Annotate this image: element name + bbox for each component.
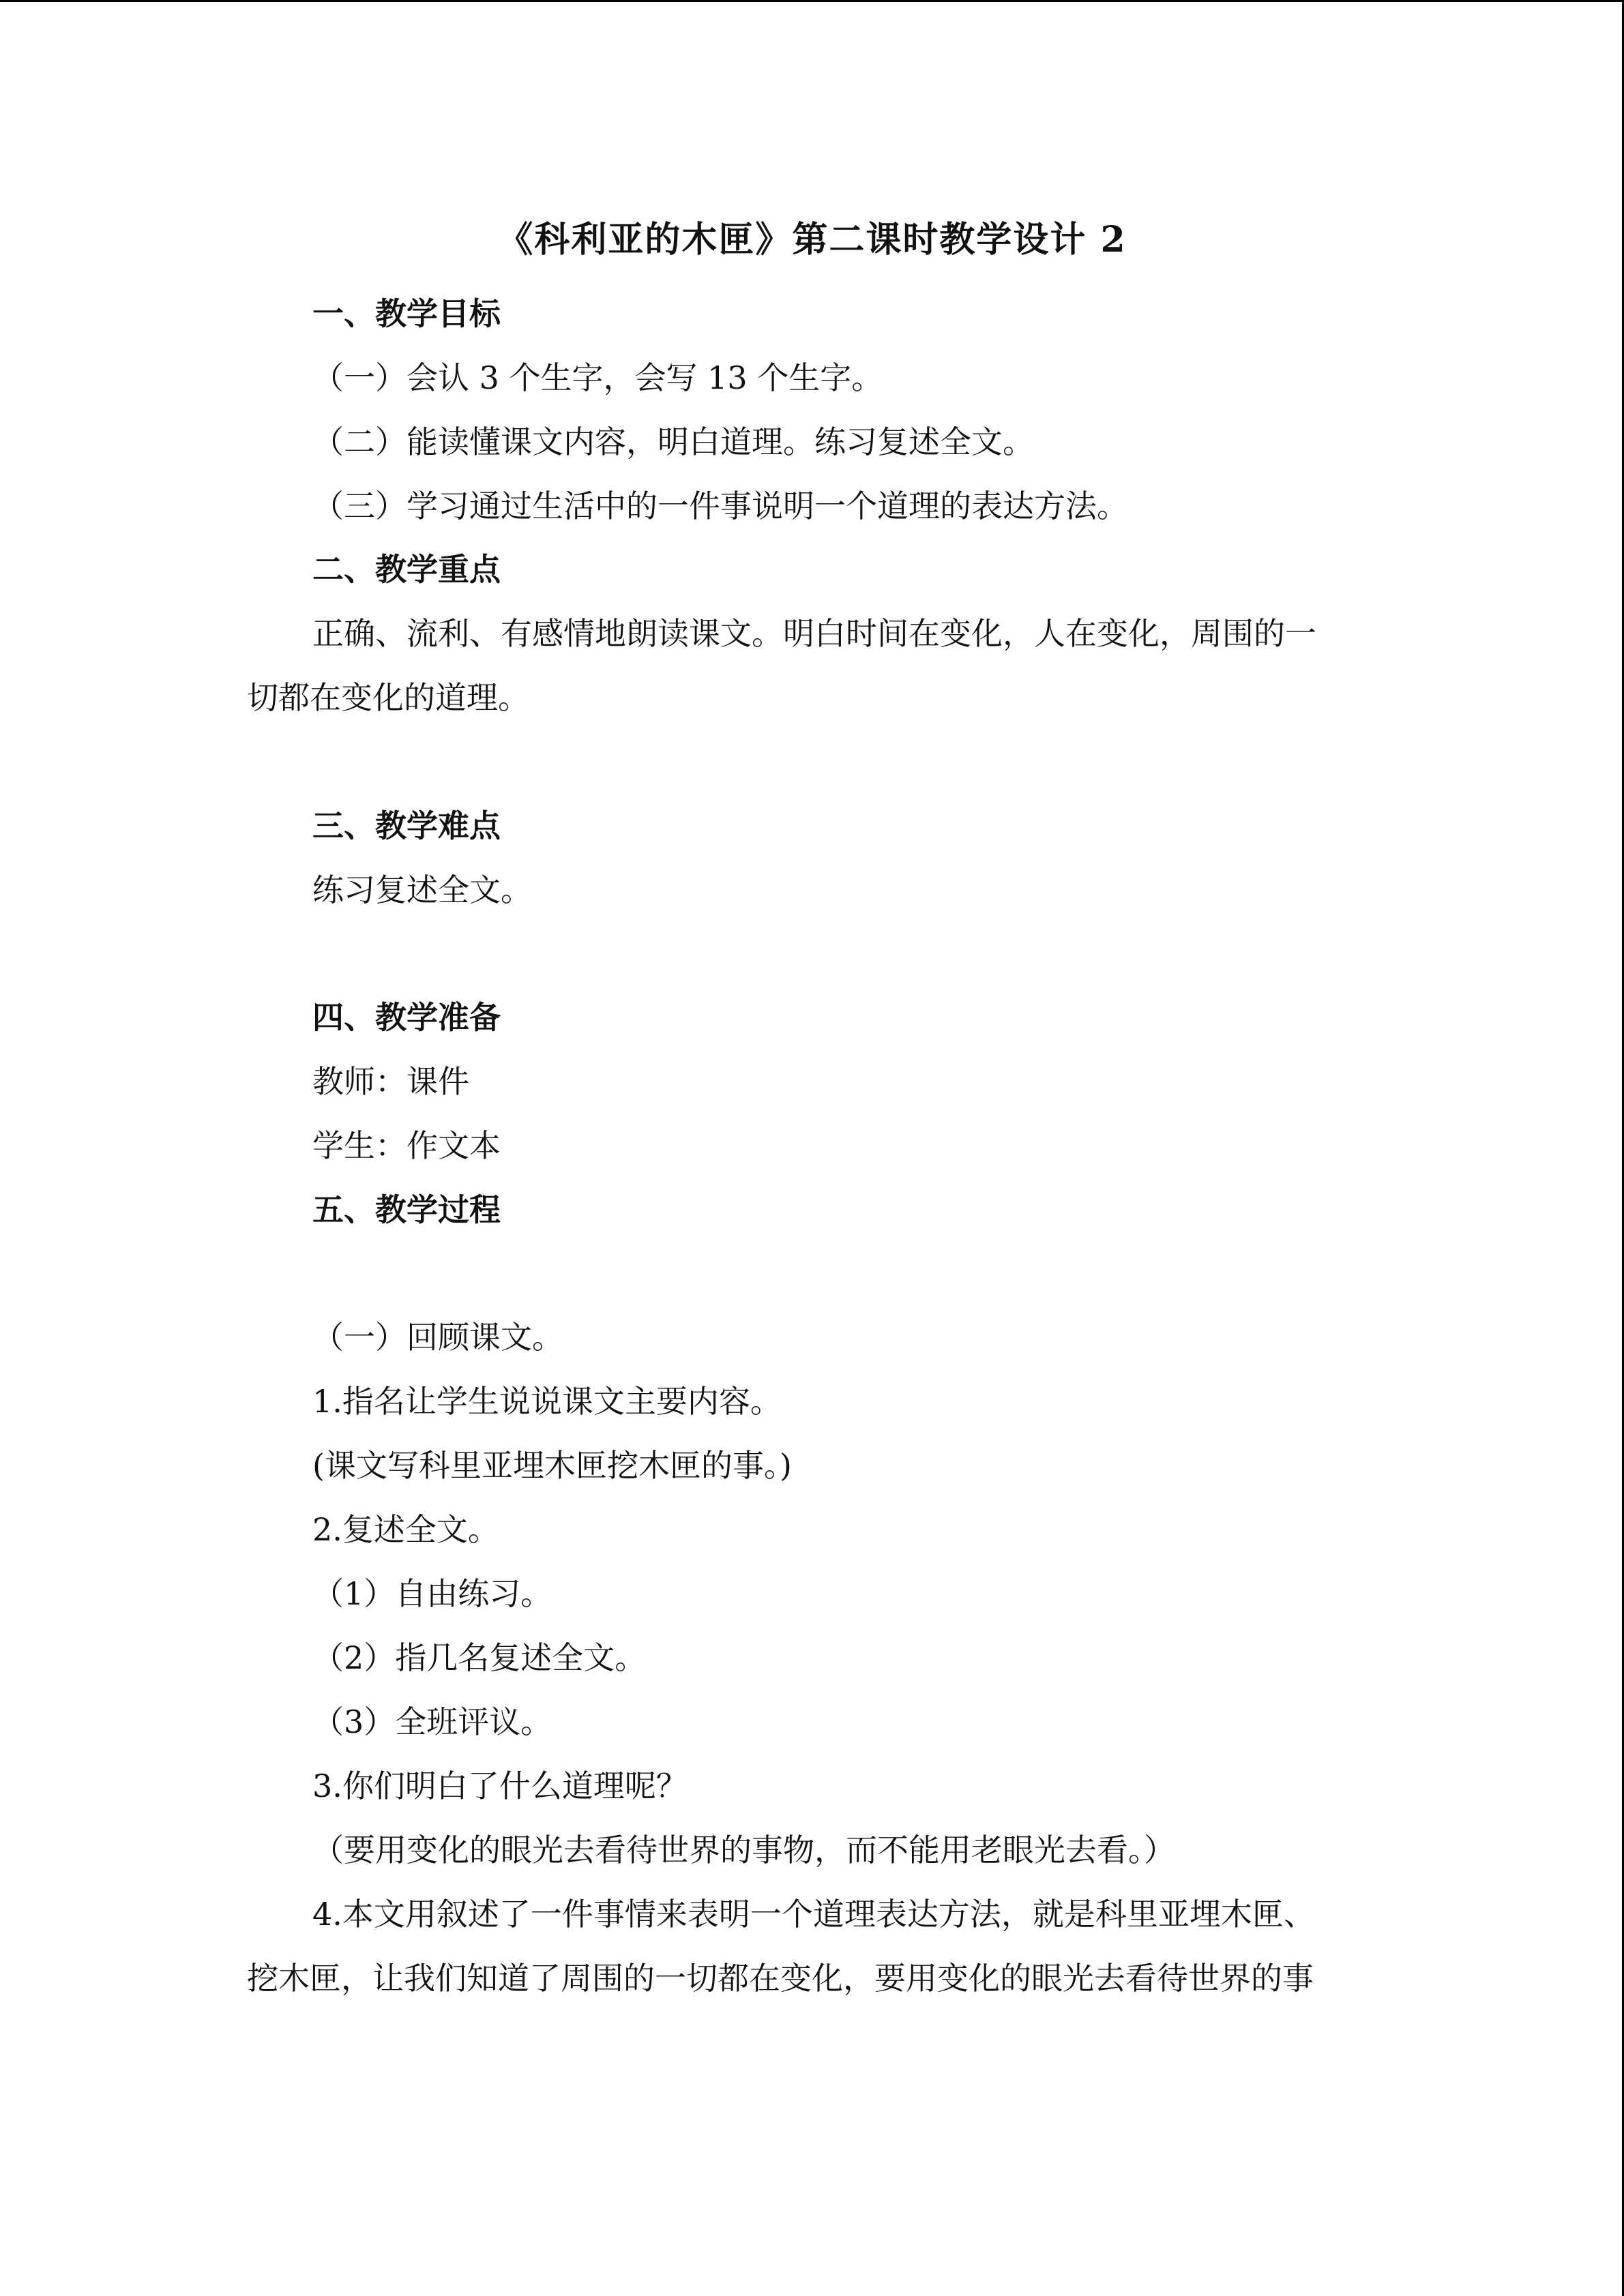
step-2: 2.复述全文。 xyxy=(312,1511,499,1548)
review-heading: （一）回顾课文。 xyxy=(312,1319,563,1356)
top-border xyxy=(0,0,1624,2)
step-4-line-2: 挖木匣，让我们知道了周围的一切都在变化，要用变化的眼光去看待世界的事 xyxy=(247,1960,1314,1997)
step-4-line-1: 4.本文用叙述了一件事情来表明一个道理表达方法，就是科里亚埋木匣、 xyxy=(312,1896,1315,1933)
goal-1: （一）会认 3 个生字，会写 13 个生字。 xyxy=(312,359,883,396)
section-heading-preparation: 四、教学准备 xyxy=(312,999,501,1036)
step-1-answer: (课文写科里亚埋木匣挖木匣的事。) xyxy=(312,1447,792,1484)
step-2b: （2）指几名复述全文。 xyxy=(312,1639,647,1676)
section-heading-goals: 一、教学目标 xyxy=(312,295,501,332)
step-2a: （1）自由练习。 xyxy=(312,1575,552,1612)
section-heading-key-points: 二、教学重点 xyxy=(312,551,501,588)
section-heading-difficulty: 三、教学难点 xyxy=(312,807,501,844)
key-point-line-1: 正确、流利、有感情地朗读课文。明白时间在变化，人在变化，周围的一 xyxy=(312,615,1316,652)
key-point-line-2: 切都在变化的道理。 xyxy=(247,679,529,716)
difficulty-text: 练习复述全文。 xyxy=(312,871,532,908)
goal-2: （二）能读懂课文内容，明白道理。练习复述全文。 xyxy=(312,423,1034,460)
step-1: 1.指名让学生说说课文主要内容。 xyxy=(312,1383,782,1420)
step-3: 3.你们明白了什么道理呢？ xyxy=(312,1768,688,1804)
prep-student: 学生：作文本 xyxy=(312,1127,501,1164)
prep-teacher: 教师：课件 xyxy=(312,1063,469,1100)
step-3-answer: （要用变化的眼光去看待世界的事物，而不能用老眼光去看。） xyxy=(312,1832,1175,1868)
goal-3: （三）学习通过生活中的一件事说明一个道理的表达方法。 xyxy=(312,488,1128,524)
section-heading-process: 五、教学过程 xyxy=(312,1191,501,1228)
step-2c: （3）全班评议。 xyxy=(312,1703,552,1740)
document-title: 《科利亚的木匣》第二课时教学设计 2 xyxy=(497,219,1127,260)
